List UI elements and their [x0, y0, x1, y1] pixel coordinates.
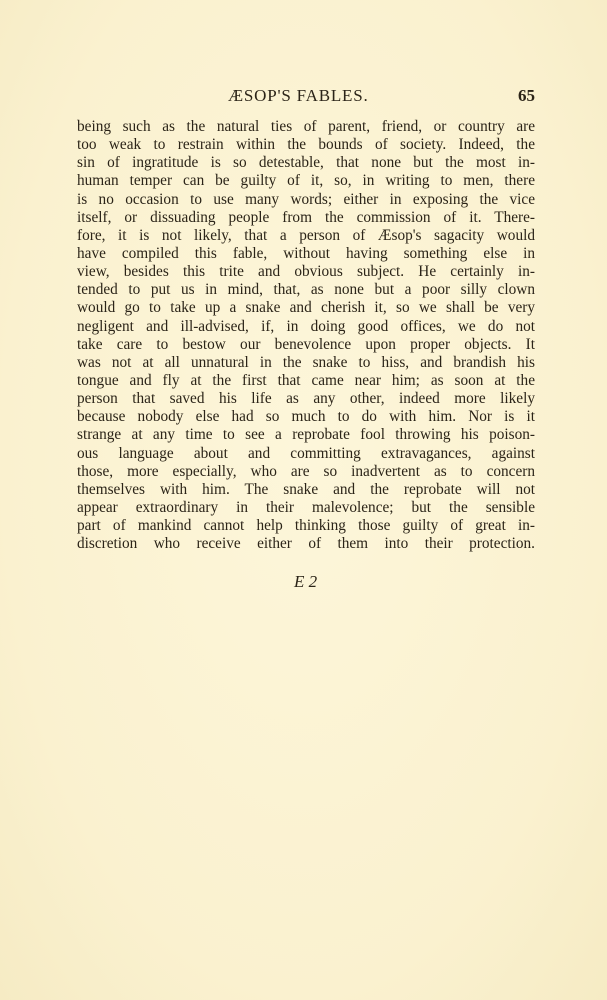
- text-line: itself, or dissuading people from the commission of it. There-: [77, 208, 535, 226]
- text-line: have compiled this fable, without having something else in: [77, 244, 535, 262]
- text-line: appear extraordinary in their malevolence; but the sensible: [77, 498, 535, 516]
- body-paragraph: [77, 118, 535, 553]
- text-line: human temper can be guilty of it, so, in writing to men, there: [77, 172, 535, 190]
- text-line: negligent and ill-advised, if, in doing good offices, we do not: [77, 317, 535, 335]
- text-line: part of mankind cannot help thinking those guilty of great in-: [77, 517, 535, 535]
- text-line: view, besides this trite and obvious subject. He certainly in-: [77, 263, 535, 281]
- text-line: because nobody else had so much to do with him. Nor is it: [77, 408, 535, 426]
- text-line: too weak to restrain within the bounds of society. Indeed, the: [77, 136, 535, 154]
- text-line: person that saved his life as any other, indeed more likely: [77, 390, 535, 408]
- text-line: fore, it is not likely, that a person of Æsop's sagacity would: [77, 226, 535, 244]
- text-line: tongue and fly at the first that came near him; as soon at the: [77, 371, 535, 389]
- text-line: themselves with him. The snake and the reprobate will not: [77, 480, 535, 498]
- text-line: would go to take up a snake and cherish it, so we shall be very: [77, 299, 535, 317]
- text-line: being such as the natural ties of parent, friend, or country are: [77, 118, 535, 135]
- text-line: ous language about and committing extravagances, against: [77, 444, 535, 462]
- text-line: is no occasion to use many words; either in exposing the vice: [77, 190, 535, 208]
- text-line: was not at all unnatural in the snake to hiss, and brandish his: [77, 353, 535, 371]
- text-line: tended to put us in mind, that, as none but a poor silly clown: [77, 281, 535, 299]
- running-head: [0, 86, 607, 110]
- running-title: ÆSOP'S FABLES.: [228, 86, 369, 105]
- text-line: strange at any time to see a reprobate fool throwing his poison-: [77, 426, 535, 444]
- text-line: those, more especially, who are so inadvertent as to concern: [77, 462, 535, 480]
- text-line: sin of ingratitude is so detestable, that none but the most in-: [77, 154, 535, 172]
- signature-mark: E 2: [294, 572, 318, 591]
- text-line: take care to bestow our benevolence upon proper objects. It: [77, 335, 535, 353]
- text-line-last: discretion who receive either of them into their protection.: [77, 535, 535, 553]
- page-number: 65: [518, 86, 535, 105]
